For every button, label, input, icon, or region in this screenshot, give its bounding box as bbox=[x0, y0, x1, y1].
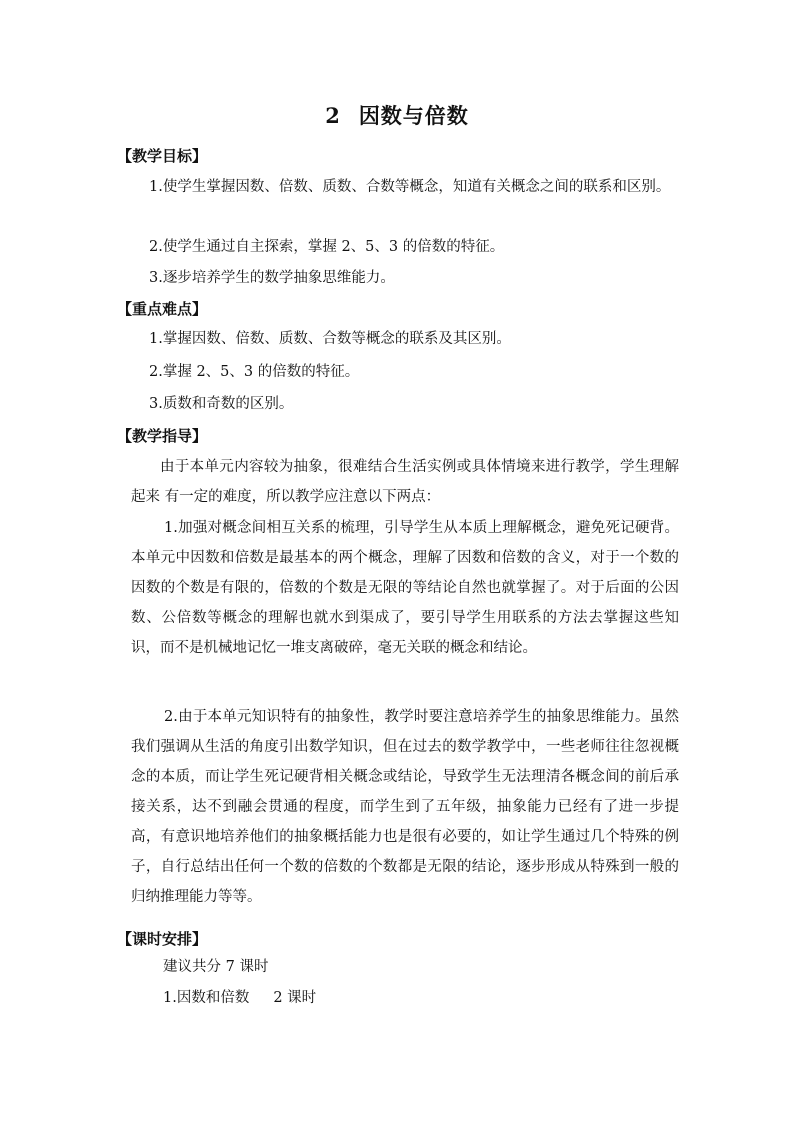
guidance-intro: 由于本单元内容较为抽象，很难结合生活实例或具体情境来进行教学，学生理解起来 有一定的难度，所以教学应注意以下两点： bbox=[131, 459, 679, 505]
goal-item-2: 2.使学生通过自主探索，掌握 2、5、3 的倍数的特征。 bbox=[149, 239, 505, 255]
document-title bbox=[0, 100, 794, 130]
schedule-item-hours: 2 课时 bbox=[273, 990, 317, 1006]
goal-item-3: 3.逐步培养学生的数学抽象思维能力。 bbox=[149, 270, 395, 286]
key-point-2: 2.掌握 2、5、3 的倍数的特征。 bbox=[149, 364, 360, 380]
guidance-point-2: 2.由于本单元知识特有的抽象性，教学时要注意培养学生的抽象思维能力。虽然我们强调从生活的角度引出数学知识，但在过去的数学教学中，一些老师往往忽视概念的本质，而让学生死记硬背相关概念或结论，导致学生无法理清各概念间的前后承接关系，达不到融会贯通的程度，而学生到了五年级，抽象能力已经有了进一步提高，有意识地培养他们的抽象概括能力也是很有必要的，如让学生通过几个特殊的例子，自行总结出任何一个数的倍数的个数都是无限的结论，逐步形成从特殊到一般的归纳推理能力等等。 bbox=[131, 709, 679, 905]
title-number: 2 bbox=[325, 103, 341, 128]
section-heading-guidance: 【教学指导】 bbox=[117, 427, 208, 445]
section-heading-goals: 【教学目标】 bbox=[117, 147, 208, 165]
goal-item-1: 1.使学生掌握因数、倍数、质数、合数等概念，知道有关概念之间的联系和区别。 bbox=[149, 179, 671, 195]
key-point-3: 3.质数和奇数的区别。 bbox=[149, 396, 294, 412]
section-heading-key-points: 【重点难点】 bbox=[117, 300, 208, 318]
title-text: 因数与倍数 bbox=[358, 103, 469, 128]
guidance-point-1: 1.加强对概念间相互关系的梳理，引导学生从本质上理解概念，避免死记硬背。本单元中因数和倍数是最基本的两个概念，理解了因数和倍数的含义，对于一个数的因数的个数是有限的，倍数的个数是无限的等结论自然也就掌握了。对于后面的公因数、公倍数等概念的理解也就水到渠成了，要引导学生用联系的方法去掌握这些知识，而不是机械地记忆一堆支离破碎，毫无关联的概念和结论。 bbox=[131, 520, 679, 656]
key-point-1: 1.掌握因数、倍数、质数、合数等概念的联系及其区别。 bbox=[149, 331, 511, 347]
schedule-item bbox=[163, 988, 316, 1008]
section-heading-schedule: 【课时安排】 bbox=[117, 930, 208, 948]
schedule-item-name: 1.因数和倍数 bbox=[163, 990, 250, 1006]
schedule-total: 建议共分 7 课时 bbox=[163, 959, 269, 975]
